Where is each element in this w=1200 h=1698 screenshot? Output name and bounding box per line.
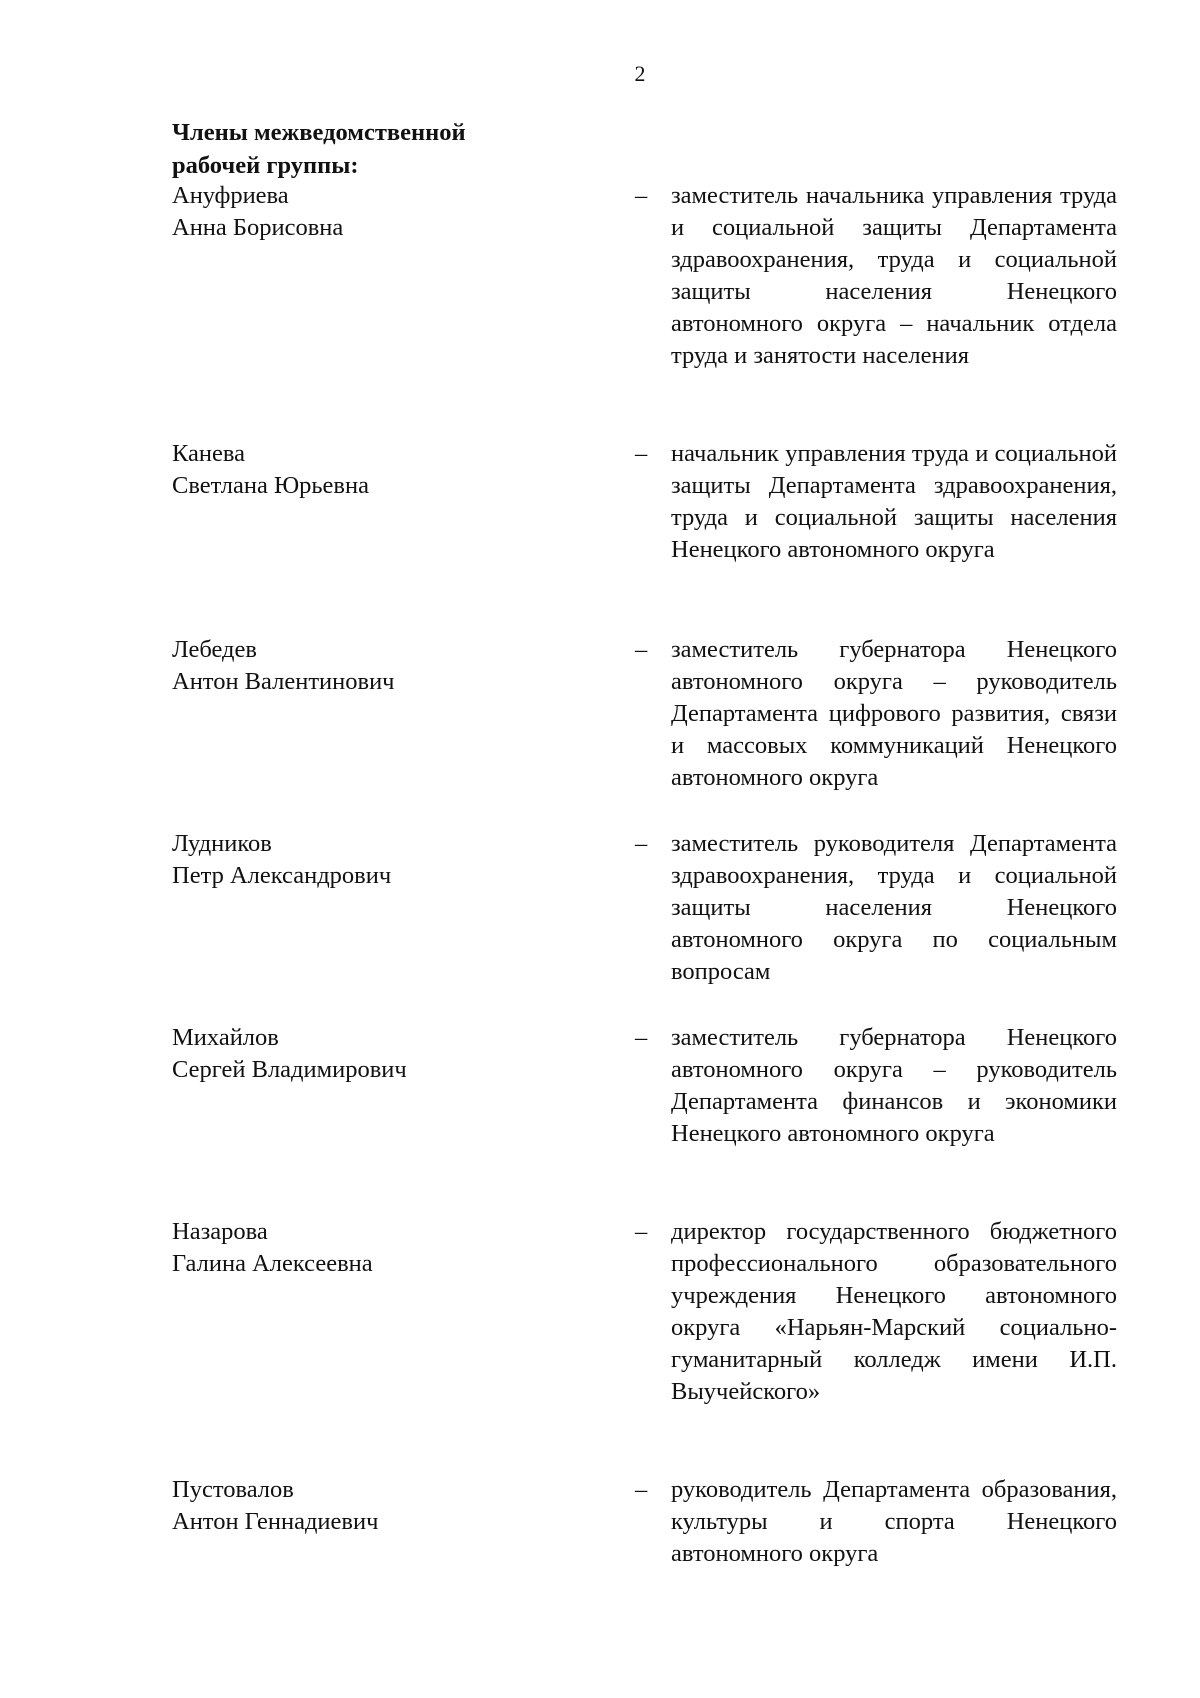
member-surname: Ануфриева	[172, 182, 289, 209]
member-role: заместитель руководителя Департамента здравоохранения, труда и социальной защиты населения Ненецкого автономного округа по социальным вопросам	[671, 830, 1117, 985]
member-name	[172, 828, 592, 892]
page-number: 2	[634, 61, 646, 86]
member-role: заместитель начальника управления труда и социальной защиты Департамента здравоохранения, труда и социальной защиты населения Ненецкого автономного округа – начальник отдела труда и занятости населения	[671, 182, 1117, 369]
dash-separator: –	[635, 636, 648, 663]
dash-separator: –	[635, 1024, 648, 1051]
section-heading	[172, 116, 466, 182]
member-given-names: Антон Валентинович	[172, 668, 395, 695]
member-given-names: Анна Борисовна	[172, 214, 344, 241]
member-name	[172, 180, 592, 244]
dash-separator: –	[635, 440, 648, 467]
member-given-names: Галина Алексеевна	[172, 1250, 373, 1277]
dash-separator: –	[635, 182, 648, 209]
member-surname: Пустовалов	[172, 1476, 294, 1503]
member-given-names: Петр Александрович	[172, 862, 392, 889]
member-role: заместитель губернатора Ненецкого автономного округа – руководитель Департамента цифрового развития, связи и массовых коммуникаций Ненецкого автономного округа	[671, 636, 1117, 791]
member-surname: Лебедев	[172, 636, 257, 663]
member-surname: Лудников	[172, 830, 272, 857]
member-name	[172, 1474, 592, 1538]
member-role: руководитель Департамента образования, культуры и спорта Ненецкого автономного округа	[671, 1476, 1117, 1567]
member-name	[172, 438, 592, 502]
member-role: заместитель губернатора Ненецкого автономного округа – руководитель Департамента финансов и экономики Ненецкого автономного округа	[671, 1024, 1117, 1147]
member-surname: Канева	[172, 440, 245, 467]
heading-line-2: рабочей группы:	[172, 152, 359, 179]
member-surname: Назарова	[172, 1218, 268, 1245]
member-given-names: Антон Геннадиевич	[172, 1508, 379, 1535]
member-role: начальник управления труда и социальной защиты Департамента здравоохранения, труда и социальной защиты населения Ненецкого автономного округа	[671, 440, 1117, 563]
member-name	[172, 1022, 592, 1086]
heading-line-1: Члены межведомственной	[172, 119, 466, 146]
dash-separator: –	[635, 1218, 648, 1245]
member-name	[172, 1216, 592, 1280]
member-name	[172, 634, 592, 698]
member-given-names: Светлана Юрьевна	[172, 472, 369, 499]
member-surname: Михайлов	[172, 1024, 279, 1051]
member-role: директор государственного бюджетного профессионального образовательного учреждения Ненецкого автономного округа «Нарьян-Марский социально-гуманитарный колледж имени И.П. Выучейского»	[671, 1218, 1117, 1405]
dash-separator: –	[635, 830, 648, 857]
member-given-names: Сергей Владимирович	[172, 1056, 407, 1083]
dash-separator: –	[635, 1476, 648, 1503]
